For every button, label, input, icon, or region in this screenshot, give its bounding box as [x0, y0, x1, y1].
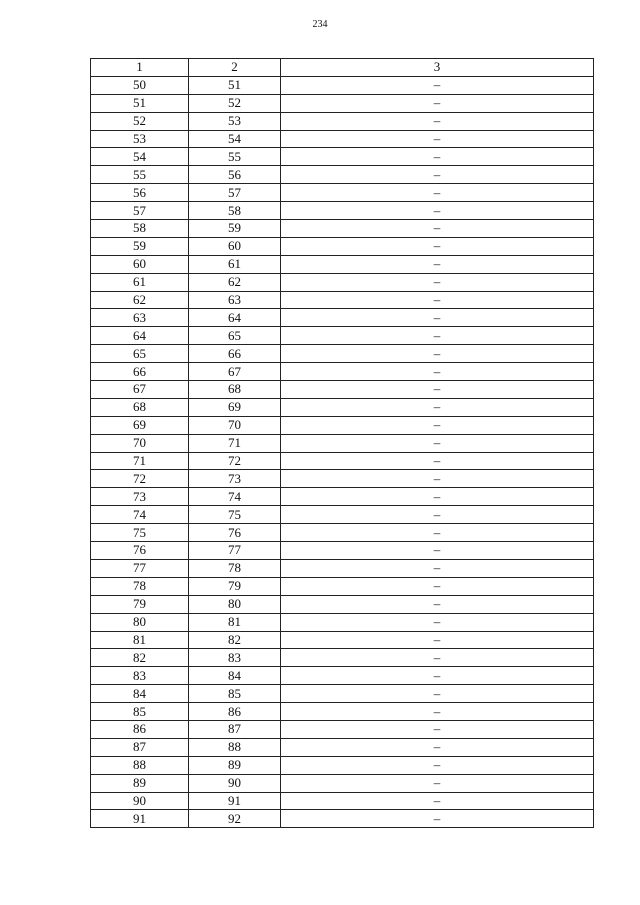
- table-cell-col-2: 63: [189, 291, 281, 309]
- table-cell-col-1: 82: [91, 649, 189, 667]
- table-cell-col-3: –: [281, 398, 594, 416]
- table-cell-col-2: 92: [189, 810, 281, 828]
- table-cell-col-1: 84: [91, 685, 189, 703]
- table-body: [91, 76, 594, 827]
- table-cell-col-2: 82: [189, 631, 281, 649]
- table-row: [91, 184, 594, 202]
- table-cell-col-1: 77: [91, 559, 189, 577]
- table-row: [91, 237, 594, 255]
- table-cell-col-3: –: [281, 685, 594, 703]
- table-cell-col-2: 86: [189, 703, 281, 721]
- table-cell-col-3: –: [281, 792, 594, 810]
- table-row: [91, 452, 594, 470]
- table-row: [91, 631, 594, 649]
- table-cell-col-3: –: [281, 649, 594, 667]
- table-cell-col-2: 57: [189, 184, 281, 202]
- table-cell-col-3: –: [281, 559, 594, 577]
- table-cell-col-2: 76: [189, 524, 281, 542]
- table-row: [91, 774, 594, 792]
- table-cell-col-1: 63: [91, 309, 189, 327]
- table-cell-col-3: –: [281, 720, 594, 738]
- table-row: [91, 667, 594, 685]
- table-cell-col-2: 60: [189, 237, 281, 255]
- table-row: [91, 76, 594, 94]
- table-cell-col-3: –: [281, 220, 594, 238]
- table-cell-col-1: 56: [91, 184, 189, 202]
- table-cell-col-2: 68: [189, 381, 281, 399]
- table-cell-col-1: 78: [91, 577, 189, 595]
- table-cell-col-3: –: [281, 381, 594, 399]
- table-cell-col-1: 83: [91, 667, 189, 685]
- table-row: [91, 559, 594, 577]
- table-cell-col-1: 76: [91, 542, 189, 560]
- table-cell-col-2: 72: [189, 452, 281, 470]
- table-cell-col-1: 67: [91, 381, 189, 399]
- table-cell-col-2: 88: [189, 738, 281, 756]
- table-cell-col-2: 81: [189, 613, 281, 631]
- table-cell-col-2: 73: [189, 470, 281, 488]
- table-cell-col-3: –: [281, 738, 594, 756]
- table-cell-col-1: 81: [91, 631, 189, 649]
- table-cell-col-3: –: [281, 184, 594, 202]
- table-cell-col-2: 79: [189, 577, 281, 595]
- table-cell-col-3: –: [281, 237, 594, 255]
- table-row: [91, 792, 594, 810]
- table-row: [91, 613, 594, 631]
- table-row: [91, 291, 594, 309]
- table-row: [91, 470, 594, 488]
- table-cell-col-3: –: [281, 524, 594, 542]
- table-cell-col-2: 69: [189, 398, 281, 416]
- table-cell-col-2: 56: [189, 166, 281, 184]
- table-row: [91, 345, 594, 363]
- table-row: [91, 130, 594, 148]
- table-cell-col-1: 55: [91, 166, 189, 184]
- table-cell-col-1: 89: [91, 774, 189, 792]
- column-header-1: 1: [91, 59, 189, 77]
- table-cell-col-1: 68: [91, 398, 189, 416]
- table-header-row: [91, 59, 594, 77]
- table-cell-col-2: 80: [189, 595, 281, 613]
- column-header-2: 2: [189, 59, 281, 77]
- table-cell-col-1: 65: [91, 345, 189, 363]
- table-cell-col-3: –: [281, 94, 594, 112]
- table-cell-col-2: 83: [189, 649, 281, 667]
- table-cell-col-3: –: [281, 756, 594, 774]
- table-cell-col-3: –: [281, 327, 594, 345]
- table-cell-col-1: 74: [91, 506, 189, 524]
- table-cell-col-1: 79: [91, 595, 189, 613]
- table-row: [91, 220, 594, 238]
- table-cell-col-3: –: [281, 202, 594, 220]
- table-row: [91, 703, 594, 721]
- table-cell-col-1: 64: [91, 327, 189, 345]
- table-row: [91, 416, 594, 434]
- table-cell-col-1: 80: [91, 613, 189, 631]
- table-cell-col-2: 62: [189, 273, 281, 291]
- table-cell-col-2: 64: [189, 309, 281, 327]
- table-cell-col-3: –: [281, 542, 594, 560]
- table-cell-col-1: 87: [91, 738, 189, 756]
- table-cell-col-2: 54: [189, 130, 281, 148]
- table-cell-col-3: –: [281, 613, 594, 631]
- table-cell-col-3: –: [281, 631, 594, 649]
- table-cell-col-2: 66: [189, 345, 281, 363]
- table-cell-col-1: 71: [91, 452, 189, 470]
- table-cell-col-3: –: [281, 112, 594, 130]
- table-cell-col-2: 53: [189, 112, 281, 130]
- table-row: [91, 542, 594, 560]
- table-cell-col-2: 61: [189, 255, 281, 273]
- table-cell-col-1: 53: [91, 130, 189, 148]
- table-cell-col-2: 51: [189, 76, 281, 94]
- table-cell-col-3: –: [281, 363, 594, 381]
- table-row: [91, 756, 594, 774]
- table-cell-col-2: 65: [189, 327, 281, 345]
- table-cell-col-2: 75: [189, 506, 281, 524]
- table-cell-col-3: –: [281, 595, 594, 613]
- table-cell-col-2: 71: [189, 434, 281, 452]
- table-cell-col-1: 61: [91, 273, 189, 291]
- table-row: [91, 166, 594, 184]
- table-cell-col-1: 72: [91, 470, 189, 488]
- table-cell-col-1: 91: [91, 810, 189, 828]
- table-cell-col-3: –: [281, 291, 594, 309]
- table-cell-col-1: 90: [91, 792, 189, 810]
- table-row: [91, 398, 594, 416]
- table-cell-col-2: 90: [189, 774, 281, 792]
- table-row: [91, 273, 594, 291]
- table-row: [91, 810, 594, 828]
- table-cell-col-1: 54: [91, 148, 189, 166]
- table-cell-col-3: –: [281, 488, 594, 506]
- table-row: [91, 720, 594, 738]
- table-cell-col-3: –: [281, 810, 594, 828]
- table-cell-col-3: –: [281, 76, 594, 94]
- table-cell-col-3: –: [281, 130, 594, 148]
- table-cell-col-3: –: [281, 470, 594, 488]
- table-cell-col-2: 58: [189, 202, 281, 220]
- table-cell-col-2: 87: [189, 720, 281, 738]
- table-cell-col-3: –: [281, 416, 594, 434]
- table-cell-col-1: 62: [91, 291, 189, 309]
- column-header-3: 3: [281, 59, 594, 77]
- table-cell-col-1: 73: [91, 488, 189, 506]
- table-row: [91, 524, 594, 542]
- table-cell-col-1: 88: [91, 756, 189, 774]
- table-cell-col-2: 74: [189, 488, 281, 506]
- table-cell-col-3: –: [281, 774, 594, 792]
- table-cell-col-2: 55: [189, 148, 281, 166]
- table-cell-col-3: –: [281, 309, 594, 327]
- table-cell-col-1: 51: [91, 94, 189, 112]
- table-cell-col-2: 89: [189, 756, 281, 774]
- table-cell-col-3: –: [281, 434, 594, 452]
- table-row: [91, 381, 594, 399]
- table-cell-col-1: 75: [91, 524, 189, 542]
- table-row: [91, 685, 594, 703]
- table-row: [91, 327, 594, 345]
- table-row: [91, 738, 594, 756]
- table-cell-col-2: 85: [189, 685, 281, 703]
- table-cell-col-1: 70: [91, 434, 189, 452]
- table-row: [91, 94, 594, 112]
- table-cell-col-3: –: [281, 148, 594, 166]
- table-cell-col-1: 58: [91, 220, 189, 238]
- table-cell-col-2: 84: [189, 667, 281, 685]
- table-row: [91, 112, 594, 130]
- table-cell-col-2: 67: [189, 363, 281, 381]
- table-cell-col-3: –: [281, 577, 594, 595]
- table-cell-col-3: –: [281, 273, 594, 291]
- table-cell-col-3: –: [281, 166, 594, 184]
- table-cell-col-2: 59: [189, 220, 281, 238]
- table-row: [91, 488, 594, 506]
- table-cell-col-1: 66: [91, 363, 189, 381]
- table-cell-col-1: 59: [91, 237, 189, 255]
- table-cell-col-3: –: [281, 255, 594, 273]
- table-cell-col-3: –: [281, 506, 594, 524]
- table-row: [91, 577, 594, 595]
- table-cell-col-1: 69: [91, 416, 189, 434]
- table-cell-col-1: 52: [91, 112, 189, 130]
- table-cell-col-3: –: [281, 667, 594, 685]
- table-cell-col-2: 52: [189, 94, 281, 112]
- table-cell-col-1: 86: [91, 720, 189, 738]
- table-row: [91, 148, 594, 166]
- table-cell-col-2: 78: [189, 559, 281, 577]
- table-row: [91, 595, 594, 613]
- table-row: [91, 434, 594, 452]
- page-number: 234: [312, 19, 328, 30]
- table-row: [91, 255, 594, 273]
- table-cell-col-1: 57: [91, 202, 189, 220]
- table-cell-col-2: 91: [189, 792, 281, 810]
- table-cell-col-3: –: [281, 345, 594, 363]
- table-row: [91, 363, 594, 381]
- table-row: [91, 202, 594, 220]
- table-cell-col-1: 85: [91, 703, 189, 721]
- table-cell-col-1: 50: [91, 76, 189, 94]
- table-cell-col-1: 60: [91, 255, 189, 273]
- table-cell-col-2: 77: [189, 542, 281, 560]
- table-row: [91, 649, 594, 667]
- table-cell-col-3: –: [281, 703, 594, 721]
- table-cell-col-2: 70: [189, 416, 281, 434]
- table-cell-col-3: –: [281, 452, 594, 470]
- table-row: [91, 506, 594, 524]
- data-table: [90, 58, 594, 828]
- table-row: [91, 309, 594, 327]
